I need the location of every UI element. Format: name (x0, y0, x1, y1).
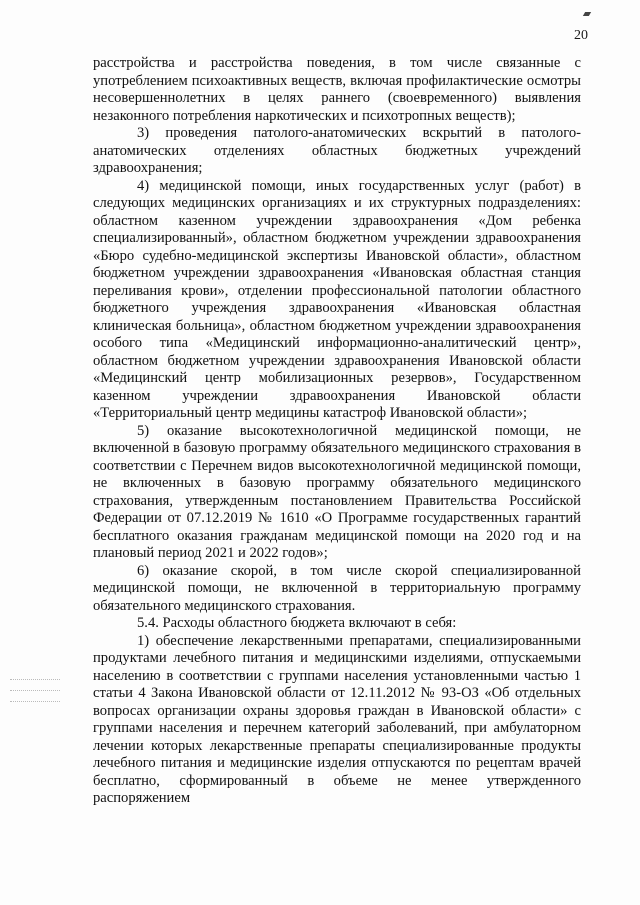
paragraph-item-4: 4) медицинской помощи, иных государственных услуг (работ) в следующих медицинских организациях и их структурных подразделениях: областном казенном учреждении здравоохранения «Дом ребенка специализированный», областном бюджетном учреждении здравоохранения «Бюро судебно-медицинской экспертизы Ивановской области», областном бюджетном учреждении здравоохранения «Ивановская областная станция переливания крови», отделении профессиональной патологии областного бюджетного учреждения здравоохранения «Ивановская областная клиническая больница», областном бюджетном учреждении здравоохранения особого типа «Медицинский информационно-аналитический центр», областном бюджетном учреждении здравоохранения Ивановской области «Медицинский центр мобилизационных резервов», Государственном казенном учреждении здравоохранения Ивановской области «Территориальный центр медицины катастроф Ивановской области»; (93, 177, 581, 421)
scan-mark (583, 12, 591, 16)
paragraph-item-3: 3) проведения патолого-анатомических вскрытий в патолого-анатомических отделениях областных бюджетных учреждений здравоохранения; (93, 125, 581, 176)
section-heading-5-4: 5.4. Расходы областного бюджета включают в себя: (137, 615, 457, 631)
page-number: 20 (574, 28, 588, 43)
document-body (93, 55, 581, 808)
paragraph-item-6: 6) оказание скорой, в том числе скорой специализированной медицинской помощи, не включенной в территориальную программу обязательного медицинского страхования. (93, 562, 581, 614)
paragraph-item-5: 5) оказание высокотехнологичной медицинской помощи, не включенной в базовую программу обязательного медицинского страхования в соответствии с Перечнем видов высокотехнологичной медицинской помощи, не включенных в базовую программу обязательного медицинского страхования, утвержденным постановлением Правительства Российской Федерации от 07.12.2019 № 1610 «О Программе государственных гарантий бесплатного оказания гражданам медицинской помощи на 2020 год и на плановый период 2021 и 2022 годов»; (93, 422, 581, 561)
margin-marks (10, 670, 60, 710)
paragraph-item-1: 1) обеспечение лекарственными препаратами, специализированными продуктами лечебного питания и медицинскими изделиями, отпускаемыми населению в соответствии с группами населения установленными частью 1 статьи 4 Закона Ивановской области от 12.11.2012 № 93-ОЗ «Об отдельных вопросах организации охраны здоровья граждан в Ивановской области» с группами населения и перечнем категорий заболеваний, при амбулаторном лечении которых лекарственные препараты специализированные продукты лечебного питания и медицинские изделия отпускаются по рецептам врачей бесплатно, сформированный в объеме не менее утвержденного распоряжением (93, 632, 581, 806)
paragraph-continuation: расстройства и расстройства поведения, в том числе связанные с употреблением психоактивных веществ, включая профилактические осмотры несовершеннолетних в целях раннего (своевременного) выявления незаконного потребления наркотических и психотропных веществ); (93, 55, 581, 124)
